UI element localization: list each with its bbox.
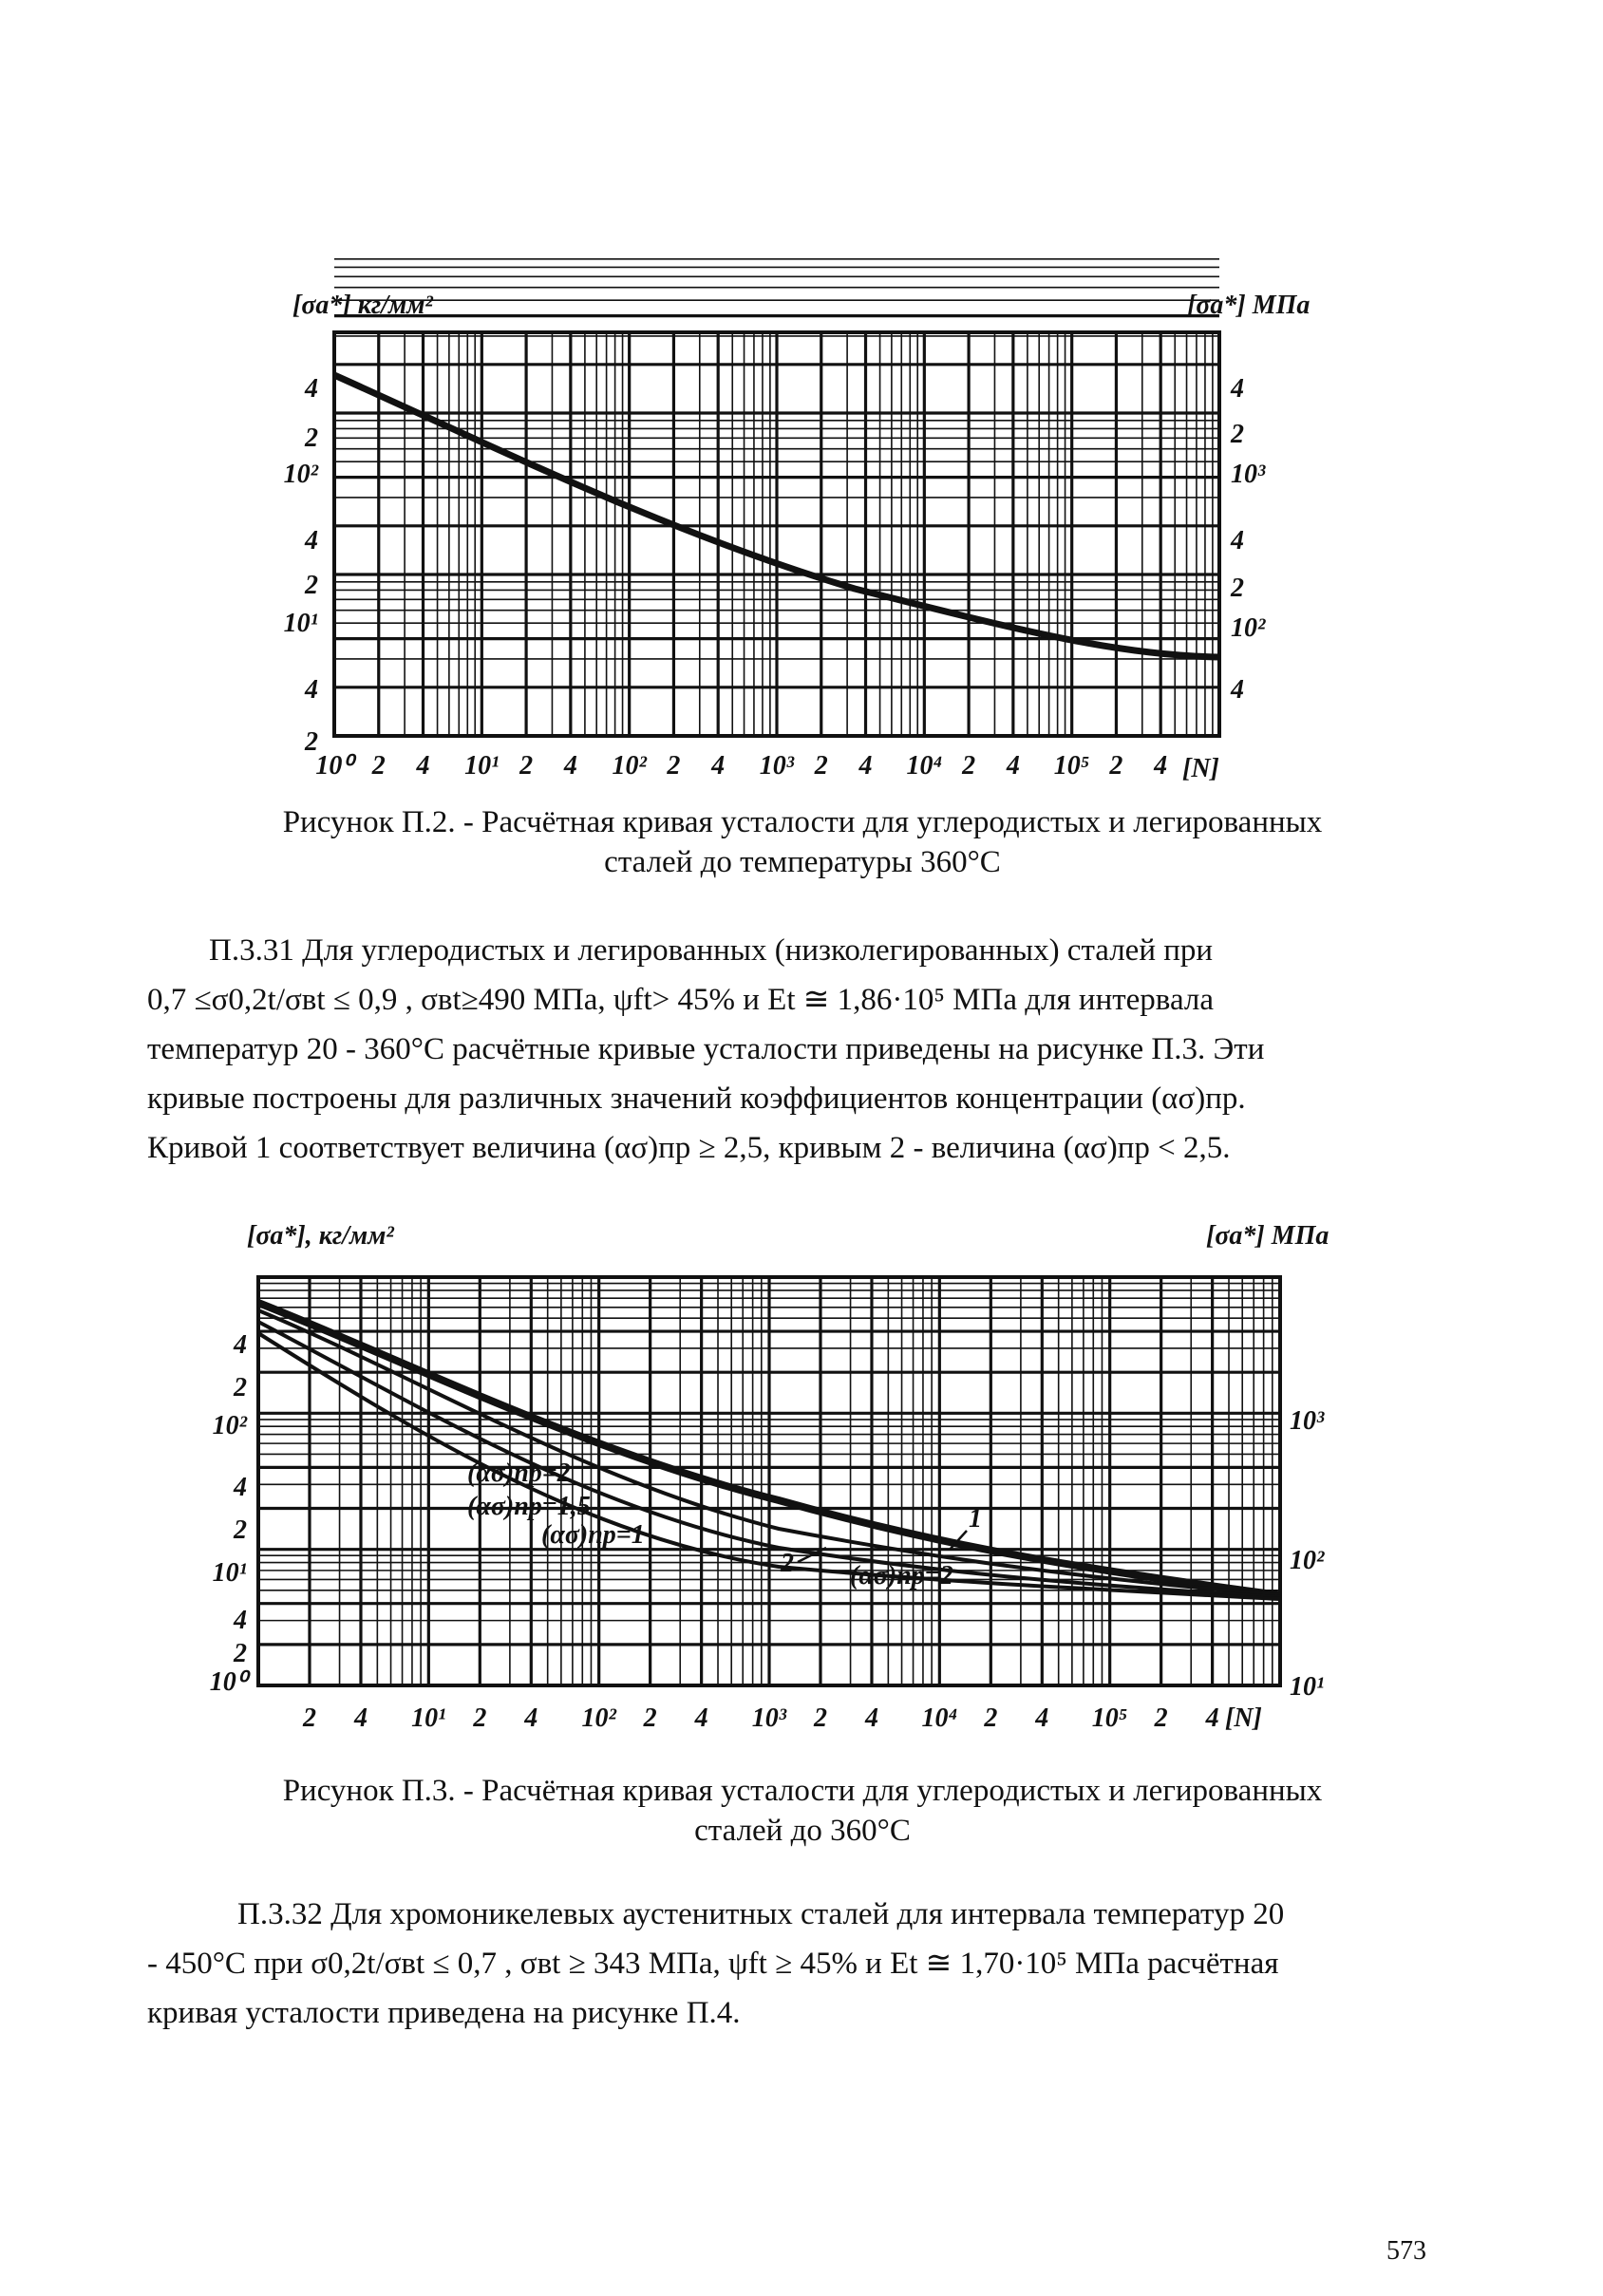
figure-2-left-tick: 2 xyxy=(305,727,318,757)
figure-3-curve-label-a15: (ασ)пр=1,5 xyxy=(467,1492,591,1521)
figure-2-x-ticks xyxy=(315,751,1167,781)
paragraph-p3-31-line-3: температур 20 - 360°С расчётные кривые усталости приведены на рисунке П.3. Эти xyxy=(147,1032,1265,1066)
figure-3-x-ticks xyxy=(302,1703,1219,1733)
figure-2-x-tick: 10¹ xyxy=(464,751,500,781)
figure-3-curve-label-2: 2 xyxy=(781,1549,794,1578)
figure-2-x-tick: 2 xyxy=(962,751,976,781)
figure-3-left-tick: 4 xyxy=(234,1330,247,1360)
figure-2-left-tick: 10² xyxy=(283,460,318,489)
figure-2-x-tick: 10² xyxy=(612,751,647,781)
figure-2-x-tick: 4 xyxy=(858,751,873,781)
figure-3-caption-line-1: Рисунок П.3. - Расчётная кривая усталости для углеродистых и легированных xyxy=(282,1774,1323,1808)
figure-3-x-tick: 4 xyxy=(353,1703,368,1733)
figure-3-x-tick: 4 xyxy=(524,1703,538,1733)
figure-3-curve-label-a1: (ασ)пр=1 xyxy=(541,1520,645,1550)
figure-3-right-tick: 10¹ xyxy=(1290,1672,1325,1702)
paragraph-p3-31-line-1: П.3.31 Для углеродистых и легированных (низколегированных) сталей при xyxy=(209,933,1214,968)
figure-3-x-tick: 10³ xyxy=(751,1703,787,1733)
figure-2-right-tick: 4 xyxy=(1231,675,1244,705)
figure-3-x-tick: 4 xyxy=(694,1703,708,1733)
paragraph-p3-31-line-2: 0,7 ≤σ0,2t/σвt ≤ 0,9 , σвt≥490 МПа, ψft> 45% и Et ≅ 1,86·10⁵ МПа для интервала xyxy=(147,983,1214,1017)
figure-3-left-ticks xyxy=(210,1330,252,1697)
figure-3-x-tick: 10⁵ xyxy=(1091,1703,1128,1733)
figure-3-left-tick: 10⁰ xyxy=(209,1667,247,1697)
figure-2-x-tick: 2 xyxy=(519,751,534,781)
figure-3-caption-line-2: сталей до 360°С xyxy=(694,1814,911,1848)
figure-2-right-tick: 4 xyxy=(1231,374,1244,404)
figure-2-x-tick: 4 xyxy=(711,751,726,781)
figure-2-caption-line-1: Рисунок П.2. - Расчётная кривая усталости для углеродистых и легированных xyxy=(282,805,1323,839)
paragraph-p3-32 xyxy=(147,1890,1448,2038)
figure-3-right-ticks xyxy=(1290,1406,1325,1702)
figure-2-x-tick: 10³ xyxy=(759,751,795,781)
figure-2-caption-line-2: сталей до температуры 360°С xyxy=(604,845,1001,879)
figure-2-left-tick: 4 xyxy=(305,675,318,705)
paragraph-p3-31 xyxy=(147,926,1448,1173)
figure-2-left-ticks xyxy=(284,374,319,757)
figure-3-x-tick: 4 xyxy=(864,1703,878,1733)
figure-2-caption xyxy=(171,802,1434,882)
figure-3-left-tick: 2 xyxy=(234,1515,247,1545)
figure-3-right-tick: 10³ xyxy=(1290,1406,1325,1436)
figure-2-left-axis-label: [σa*] кг/мм² xyxy=(292,291,433,320)
figure-2-right-tick: 2 xyxy=(1231,420,1244,449)
figure-2-x-axis-label: [N] xyxy=(1182,754,1219,783)
figure-2-right-ticks xyxy=(1230,374,1266,705)
figure-3-x-tick: 4 xyxy=(1205,1703,1219,1733)
figure-2-right-tick: 2 xyxy=(1231,574,1244,603)
figure-3-curve-label-a2-lower: (ασ)пр=2 xyxy=(850,1561,953,1590)
paragraph-p3-32-line-1: П.3.32 Для хромоникелевых аустенитных сталей для интервала температур 20 xyxy=(237,1897,1285,1931)
figure-2-x-tick: 2 xyxy=(814,751,828,781)
figure-3-x-tick: 2 xyxy=(473,1703,487,1733)
figure-2-x-tick: 4 xyxy=(416,751,430,781)
figure-3-x-tick: 10¹ xyxy=(411,1703,446,1733)
page-number: 573 xyxy=(1386,2236,1426,2266)
paragraph-p3-31-line-5: Кривой 1 соответствует величина (ασ)пр ≥ 2,5, кривым 2 - величина (ασ)пр < 2,5. xyxy=(147,1131,1231,1165)
figure-3-grid xyxy=(258,1277,1280,1685)
figure-3-x-tick: 10² xyxy=(581,1703,616,1733)
figure-3-caption xyxy=(171,1771,1434,1851)
figure-2-left-tick: 2 xyxy=(305,571,318,600)
figure-2-x-tick: 10⁴ xyxy=(906,751,943,781)
figure-3-x-tick: 2 xyxy=(984,1703,998,1733)
figure-2-x-tick: 4 xyxy=(1154,751,1168,781)
figure-2-right-tick: 10² xyxy=(1231,613,1266,643)
figure-2-left-tick: 4 xyxy=(305,526,318,555)
figure-3-left-tick: 2 xyxy=(234,1639,247,1668)
figure-3-left-tick: 4 xyxy=(234,1473,247,1502)
figure-3-x-tick: 2 xyxy=(302,1703,316,1733)
figure-3-x-tick: 4 xyxy=(1035,1703,1049,1733)
fatigue-curve-figure-2 xyxy=(285,271,1311,783)
figure-2-x-tick: 2 xyxy=(667,751,681,781)
figure-2-x-tick: 4 xyxy=(1006,751,1020,781)
figure-3-curve-label-1: 1 xyxy=(969,1504,982,1534)
figure-3-x-axis-label: [N] xyxy=(1225,1703,1262,1733)
figure-3-right-axis-label: [σa*] МПа xyxy=(1206,1221,1330,1251)
figure-3-x-tick: 10⁴ xyxy=(921,1703,958,1733)
figure-2-x-tick: 10⁵ xyxy=(1053,751,1090,781)
figure-2-x-tick: 4 xyxy=(563,751,577,781)
figure-2-left-tick: 2 xyxy=(305,423,318,453)
paragraph-p3-32-line-2: - 450°С при σ0,2t/σвt ≤ 0,7 , σвt ≥ 343 МПа, ψft ≥ 45% и Et ≅ 1,70·10⁵ МПа расчётная xyxy=(147,1947,1279,1981)
figure-2-x-tick: 2 xyxy=(371,751,386,781)
figure-2-right-tick: 10³ xyxy=(1231,460,1266,489)
figure-3-left-tick: 4 xyxy=(234,1606,247,1635)
figure-3-x-tick: 2 xyxy=(813,1703,827,1733)
figure-2-right-tick: 4 xyxy=(1231,526,1244,555)
paragraph-p3-32-line-3: кривая усталости приведена на рисунке П.4. xyxy=(147,1996,741,2030)
figure-2-x-tick: 10⁰ xyxy=(315,751,353,781)
figure-3-left-axis-label: [σa*], кг/мм² xyxy=(247,1221,394,1251)
figure-3-left-tick: 10² xyxy=(212,1411,247,1440)
figure-2-x-tick: 2 xyxy=(1109,751,1123,781)
figure-3-x-tick: 2 xyxy=(643,1703,657,1733)
figure-2-right-axis-label: [σa*] МПа xyxy=(1187,291,1311,320)
figure-3-x-tick: 2 xyxy=(1154,1703,1168,1733)
paragraph-p3-31-line-4: кривые построены для различных значений коэффициентов концентрации (ασ)пр. xyxy=(147,1082,1246,1116)
figure-3-right-tick: 10² xyxy=(1290,1546,1325,1575)
figure-3-curve-label-a2: (ασ)пр=2 xyxy=(467,1459,571,1488)
figure-2-left-tick: 4 xyxy=(305,374,318,404)
fatigue-curve-figure-3 xyxy=(199,1206,1330,1747)
figure-3-left-tick: 2 xyxy=(234,1373,247,1402)
figure-2-left-tick: 10¹ xyxy=(283,609,318,638)
figure-3-left-tick: 10¹ xyxy=(212,1558,247,1588)
